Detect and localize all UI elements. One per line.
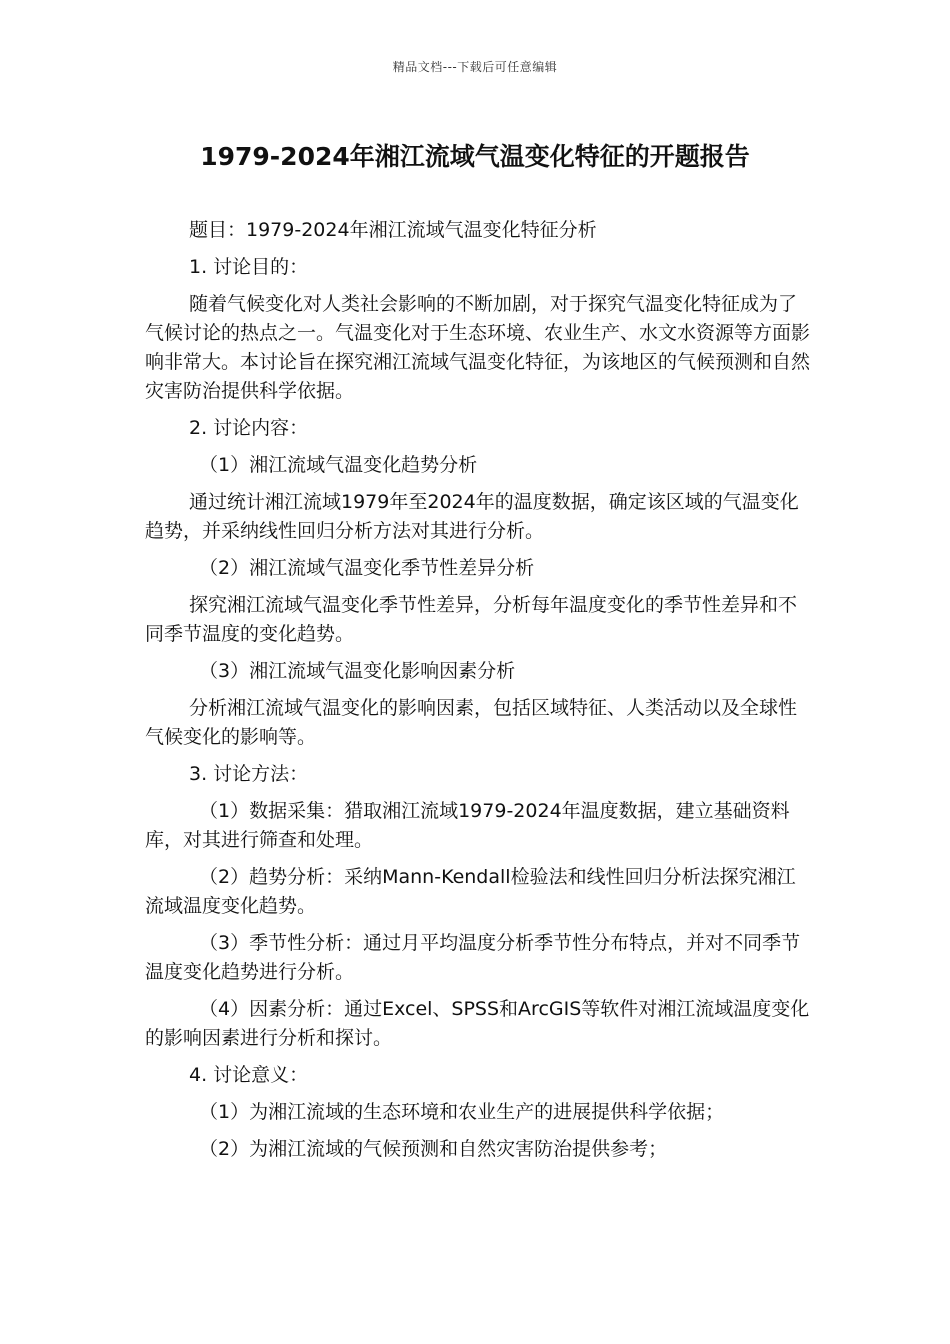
method-data-collection: （1）数据采集：猎取湘江流域1979-2024年温度数据，建立基础资料库，对其进行筛查和处理。 bbox=[145, 800, 790, 851]
section-heading-content: 2. 讨论内容： bbox=[189, 417, 309, 439]
paragraph-trend: 通过统计湘江流域1979年至2024年的温度数据，确定该区域的气温变化趋势，并采纳线性回归分析方法对其进行分析。 bbox=[145, 491, 799, 542]
section-heading-methods: 3. 讨论方法： bbox=[189, 763, 309, 785]
paragraph-purpose: 随着气候变化对人类社会影响的不断加剧，对于探究气温变化特征成为了气候讨论的热点之一。气温变化对于生态环境、农业生产、水文水资源等方面影响非常大。本讨论旨在探究湘江流域气温变化特征，为该地区的气候预测和自然灾害防治提供科学依据。 bbox=[145, 293, 811, 402]
section-heading-significance: 4. 讨论意义： bbox=[189, 1064, 309, 1086]
document-body bbox=[145, 216, 810, 1172]
subheading-trend: （1）湘江流域气温变化趋势分析 bbox=[199, 454, 478, 476]
document-title: 1979-2024年湘江流域气温变化特征的开题报告 bbox=[200, 142, 750, 171]
significance-item-1: （1）为湘江流域的生态环境和农业生产的进展提供科学依据； bbox=[199, 1101, 725, 1123]
topic-line: 题目：1979-2024年湘江流域气温变化特征分析 bbox=[189, 219, 597, 241]
section-heading-purpose: 1. 讨论目的： bbox=[189, 256, 309, 278]
subheading-factors: （3）湘江流域气温变化影响因素分析 bbox=[199, 660, 516, 682]
significance-item-2: （2）为湘江流域的气候预测和自然灾害防治提供参考； bbox=[199, 1138, 668, 1160]
header-note: 精品文档---下载后可任意编辑 bbox=[392, 60, 558, 74]
subheading-seasonal: （2）湘江流域气温变化季节性差异分析 bbox=[199, 557, 535, 579]
paragraph-factors: 分析湘江流域气温变化的影响因素，包括区域特征、人类活动以及全球性气候变化的影响等。 bbox=[145, 697, 798, 748]
method-seasonal-analysis: （3）季节性分析：通过月平均温度分析季节性分布特点，并对不同季节温度变化趋势进行分析。 bbox=[145, 932, 801, 983]
paragraph-seasonal: 探究湘江流域气温变化季节性差异，分析每年温度变化的季节性差异和不同季节温度的变化趋势。 bbox=[145, 594, 798, 645]
method-factor-analysis: （4）因素分析：通过Excel、SPSS和ArcGIS等软件对湘江流域温度变化的影响因素进行分析和探讨。 bbox=[145, 998, 810, 1049]
method-trend-analysis: （2）趋势分析：采纳Mann-Kendall检验法和线性回归分析法探究湘江流域温度变化趋势。 bbox=[145, 866, 796, 917]
